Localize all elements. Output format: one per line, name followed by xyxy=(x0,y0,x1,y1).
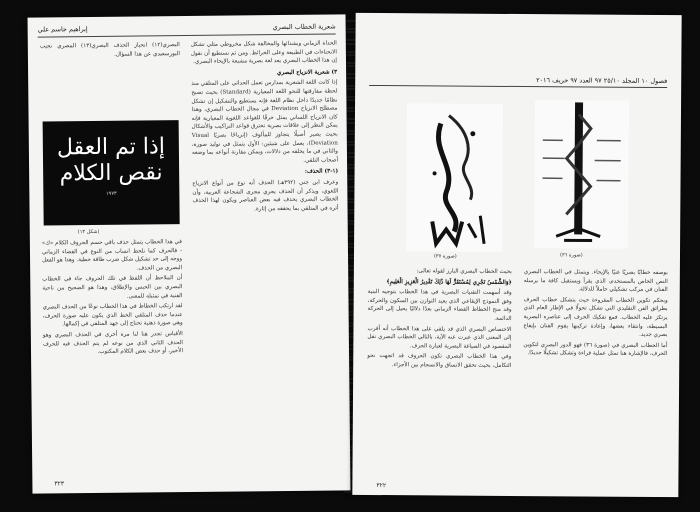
paragraph: الاختصاص البصري الذي قد يلقي على هذا الخطاب أنه أقرب إلى المعنى الذي عبرت عنه الآية، بالتالي الخطاب البصري نقل المقصود في الصياغة البصرية لعبارة الحرف. xyxy=(367,325,512,350)
text-column-left xyxy=(366,267,511,474)
paragraph: البصري(١٢) انحياز الحذف البصري(١٣) المصري نجيب البورسعيدي عن هذا السؤال. xyxy=(39,42,180,58)
calligraphy-figure-right xyxy=(534,100,629,249)
paragraph: أن الملاحظ أن اللفظ في تلك الحروف جاء في الخطاب البصري بين الحبس والإطلاق، وهذا هو الصحيح من ناحية الفنية في تمثيله للمعنى. xyxy=(42,275,183,300)
text-column-right xyxy=(191,39,342,473)
left-page xyxy=(28,14,351,493)
running-header-title: شعرية الخطاب البصري xyxy=(272,22,336,32)
page-number: ٣٢٣ xyxy=(54,480,65,488)
calligraphy-line-2: نقص الكلام xyxy=(59,160,163,187)
section-heading: ٣) شعرية الانزياح البصري xyxy=(277,69,338,76)
figure-left-artwork xyxy=(406,103,503,252)
paragraph: بوصفه خطابًا بصريًا غنيًا بالإيحاء. ويتمثل في الخطاب البصري النص الخاص بالمستخدم، الذي يقرأ ويستقبل كافة ما يرسله الفنان في مركب تشكيلي حاملاً للدلالة. xyxy=(523,269,668,294)
header-rule xyxy=(369,85,667,88)
running-header-author: إبراهيم جاسم علي xyxy=(37,25,88,34)
calligraphy-line-1: إذا تم العقل xyxy=(56,134,166,161)
paragraph: إذا كانت اللغة الشعرية بمدارس تعمل الحداثي على المتلقي منذ لحظة مفارقتها للنحو اللغة المعيارية (Standard) بحيث تصبح نظامًا جديدًا داخل نظام اللغة فإنه يستطيع والتشكيل إن تشكل مصطلح الانزياح Deviation في مجال الخطاب البصري، وهذا كان الانزياح اللساني يمثل خرقًا للقواعد اللغوية المعيارية فإنه يمكن النظر إلى علاقات بصرية تخترق قواعد التراكيب والأشكال بحيث يصير أصيلًا يتجاوز للمألوف (إنزياحًا بصريًا Visual Deviation)، يعمل على شيئين: الأول يتمثل في توليد صورة، والثاني في ما يخلقه من دلالات، ويمكن مقارنة أنواعه بما وضعه أصحاب التلقي. xyxy=(191,79,339,164)
figure-left-caption: (صورة ٣٧) xyxy=(433,253,457,260)
page-number: ٣٢٢ xyxy=(376,482,387,490)
text-column-right xyxy=(522,268,667,475)
paragraph: وعرف ابن جني (٣٩٢هـ) الحذف أنه نوع من أنواع الانزياح اللغوي، ويذكر أن الحذف يجري مجرى الشجاعة العربية، وأن الخطاب البصري يحذف فيه بعض العناصر ويكون لهذا الحذف أثره في المتلقي بما يحققه من إثارة. xyxy=(192,179,339,213)
running-header-journal: فصول ١٠ المجلد ٢٥/١٠ ٩٧ العدد ٩٧ خريف ٢٠١٦ xyxy=(536,76,668,86)
right-page xyxy=(352,13,681,497)
figure-right-caption: (صورة ٣٦) xyxy=(559,252,583,259)
calligraphy-title-block xyxy=(43,120,180,225)
paragraph: الأقباس تجدر هنا لنا مرة أخرى في الحذف البصري وهو الحذف الثاني الذي من نوعه لم يتم الحذف فيه للحرف الأخير، أو حذف بعض الكلام المكتوب. xyxy=(42,331,184,356)
paragraph: وفي هذا الخطاب البصري تكون الحروف قد اتجهت نحو التكامل، بحيث تحقق الاتساق والانسجام بين الأجزاء. xyxy=(367,353,512,369)
calligraphy-figure-left xyxy=(406,103,503,252)
paragraph: الحداة الزماني وبشدائها والمخالفة شكل مخروطي مثلي تشكل الانحناءات في الطبيعة وعلى الخرائط. ومن ثم نستطيع أن نقول إن هذا الخطاب البصري يعد لغة بصرية مشبعة بالإيحاء البصري. xyxy=(190,40,338,66)
paragraph: وقد أسهمت التقنيات البصرية في هذا الخطاب بتوجيه البنية وفق النموذج الإيقاعي الذي يعيد التوازن بين السكون والحركة، وقد منح الخطاط الفضاء الزماني بعدًا دلاليًا يحيل إلى الحركة الدائمة. xyxy=(367,289,512,322)
figure-caption: (شكل ١٣) xyxy=(77,228,100,236)
paragraph: في هذا الخطاب يتمثل حذف باقي حسم الحروف الكلام «ك» - فالحرف كما نلحظ انساب من النوع في الفضاء الزماني ووجه إلى حد تشكيل شكل ضرب طاقة خطية. وهذا هو الفعل البصري من الحذف. xyxy=(41,239,183,272)
calligraphy-date: ١٩٧٣ xyxy=(105,190,117,197)
text-column-left-bottom xyxy=(42,238,184,475)
quranic-verse: ﴿وَالشَّمْسُ تَجْرِي لِمُسْتَقَرٍّ لَهَا ذَٰلِكَ تَقْدِيرُ الْعَزِيزِ الْعَلِيمِ﴾ xyxy=(386,278,512,286)
paragraph: وبحكم تكوين الخطاب المقروءة حيث يتشكل خطاب الحرف بطرائق الفن التقليدي التي تشكل تحولًا في الإطار العام الذي يرتكز عليه الخطاب. فمع تفكيك الحرف إلى عناصره البصرية البسيطة، وانتقاء بعضها، وإعادة تركيبها يقوم الفنان بإيقاع بصري جديد. xyxy=(523,296,668,339)
paragraph: لقد ارتكب الخطاط في هذا الخطاب نوعًا من الحذف البصري عندما حذف المتلقي الخط الذي يكون عليه صورة الحرف، وهي صورة ذهنية تحتاج إلى جهد المتلقي في إكمالها. xyxy=(42,303,183,328)
paragraph: بحيث الخطاب البصري البارز لقوله تعالى: xyxy=(416,268,512,275)
figure-right-artwork xyxy=(534,100,629,249)
header-rule xyxy=(38,33,336,37)
section-heading: (١-٣) الحذف: xyxy=(304,168,339,176)
text-column-left-top xyxy=(40,41,181,120)
paragraph: أما الخطاب البصري في (صورة ٣٦) فهو الدور البصري لتكوين الحرف، فالإشارة هنا تمثل عملية قراءة وتشكل تشكيلًا جديدًا. xyxy=(523,341,668,358)
